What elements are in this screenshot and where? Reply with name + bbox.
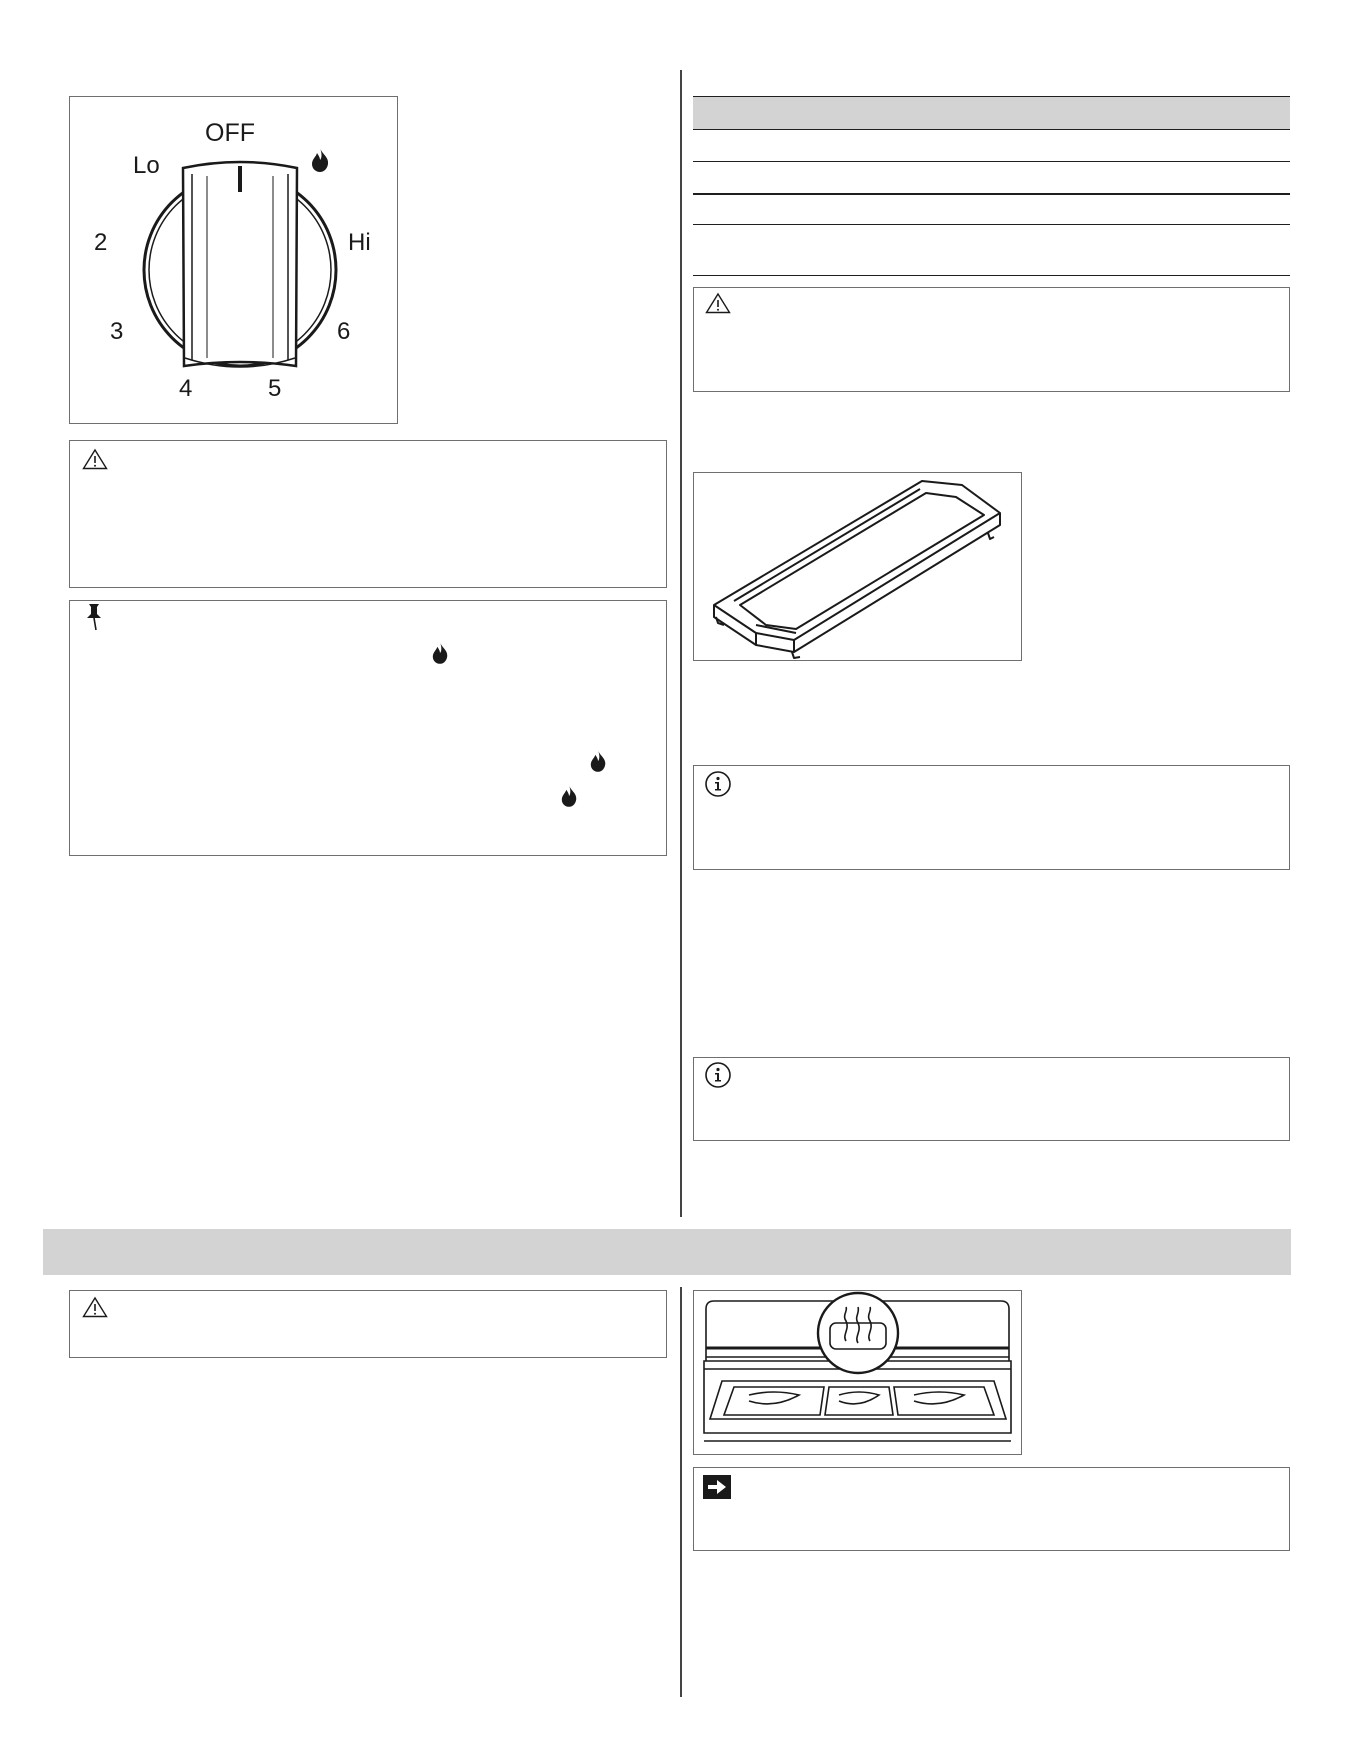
dial-label-2: 2 bbox=[94, 229, 108, 256]
next-step-box bbox=[693, 1467, 1290, 1551]
table-row-divider bbox=[693, 161, 1290, 162]
flame-icon bbox=[589, 749, 607, 773]
section-header-band bbox=[43, 1229, 1291, 1275]
range-drawing bbox=[694, 1291, 1021, 1454]
column-divider bbox=[680, 70, 682, 1217]
warning-triangle-icon bbox=[82, 448, 108, 470]
warning-box bbox=[693, 287, 1290, 392]
flame-icon bbox=[310, 147, 330, 173]
info-icon bbox=[704, 1061, 732, 1089]
burner-knob-figure bbox=[69, 96, 398, 424]
dial-label-3: 3 bbox=[110, 318, 124, 345]
dial-label-hi: Hi bbox=[348, 229, 371, 256]
flame-icon bbox=[560, 784, 578, 808]
dial-label-6: 6 bbox=[337, 318, 351, 345]
info-box bbox=[693, 1057, 1290, 1141]
dial-label-lo: Lo bbox=[133, 152, 160, 179]
table-row-divider bbox=[693, 275, 1290, 276]
dial-label-5: 5 bbox=[268, 375, 282, 402]
info-icon bbox=[704, 770, 732, 798]
pushpin-icon bbox=[84, 602, 104, 632]
griddle-figure bbox=[693, 472, 1022, 661]
table-row-divider bbox=[693, 224, 1290, 225]
dial-label-4: 4 bbox=[179, 375, 193, 402]
table-row-divider bbox=[693, 193, 1290, 195]
warning-triangle-icon bbox=[705, 292, 731, 314]
arrow-right-icon bbox=[703, 1475, 731, 1499]
note-box bbox=[69, 600, 667, 856]
warning-box bbox=[69, 440, 667, 588]
griddle-drawing bbox=[694, 473, 1021, 660]
range-vent-figure bbox=[693, 1290, 1022, 1455]
info-box bbox=[693, 765, 1290, 870]
flame-icon bbox=[431, 641, 449, 665]
knob-drawing bbox=[125, 152, 355, 377]
dial-label-off: OFF bbox=[205, 119, 255, 147]
column-divider bbox=[680, 1287, 682, 1697]
table-header bbox=[693, 96, 1290, 130]
warning-triangle-icon bbox=[82, 1296, 108, 1318]
warning-box bbox=[69, 1290, 667, 1358]
